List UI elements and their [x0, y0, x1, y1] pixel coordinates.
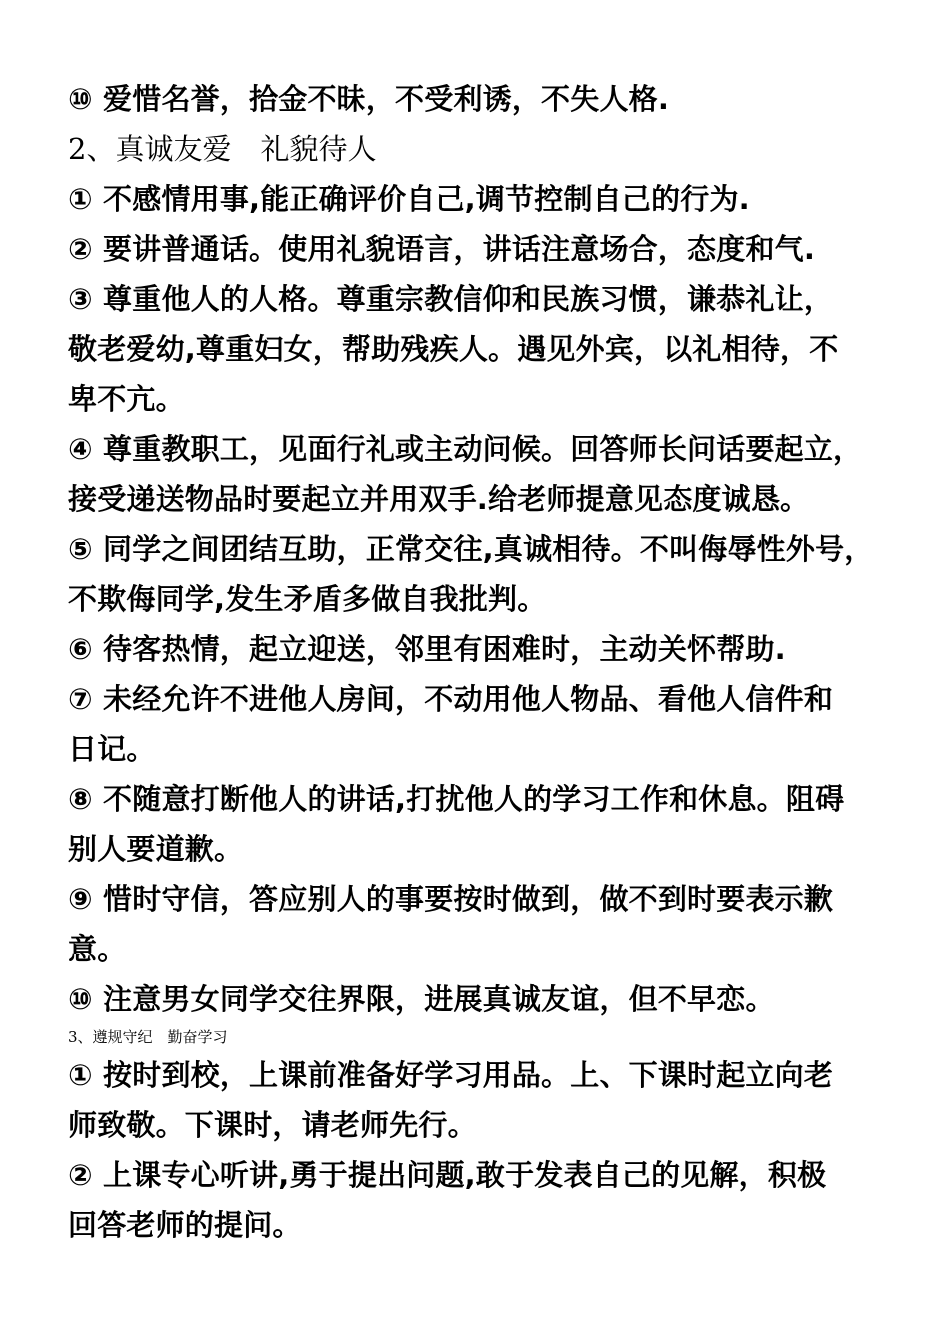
- item-2-listen-line-2: 回答老师的提问。: [68, 1208, 302, 1242]
- item-3-respect-line-2: 敬老爱幼,尊重妇女，帮助残疾人。遇见外宾，以礼相待，不: [68, 332, 839, 366]
- item-1-punctual-line-1: ① 按时到校，上课前准备好学习用品。上、下课时起立向老: [68, 1058, 834, 1092]
- section-2-heading: 2、真诚友爱 礼貌待人: [68, 132, 377, 166]
- item-7-privacy-line-2: 日记。: [68, 732, 156, 766]
- item-8-interrupt-line-1: ⑧ 不随意打断他人的讲话,打扰他人的学习工作和休息。阻碍: [68, 782, 845, 816]
- item-1-self-control: ① 不感情用事,能正确评价自己,调节控制自己的行为.: [68, 182, 750, 216]
- item-9-promise-line-2: 意。: [68, 932, 127, 966]
- item-9-promise-line-1: ⑨ 惜时守信，答应别人的事要按时做到，做不到时要表示歉: [68, 882, 834, 916]
- section-3-heading: 3、遵规守纪 勤奋学习: [68, 1028, 228, 1046]
- item-6-guests: ⑥ 待客热情，起立迎送，邻里有困难时，主动关怀帮助.: [68, 632, 786, 666]
- item-4-staff-line-1: ④ 尊重教职工，见面行礼或主动问候。回答师长问话要起立，: [68, 432, 863, 466]
- item-1-punctual-line-2: 师致敬。下课时，请老师先行。: [68, 1108, 477, 1142]
- item-3-respect-line-1: ③ 尊重他人的人格。尊重宗教信仰和民族习惯，谦恭礼让，: [68, 282, 834, 316]
- item-2-mandarin: ② 要讲普通话。使用礼貌语言，讲话注意场合，态度和气.: [68, 232, 816, 266]
- item-10-friendship: ⑩ 注意男女同学交往界限，进展真诚友谊，但不早恋。: [68, 982, 775, 1016]
- item-8-interrupt-line-2: 别人要道歉。: [68, 832, 244, 866]
- item-3-respect-line-3: 卑不亢。: [68, 382, 185, 416]
- document-page: [68, 74, 908, 1250]
- item-2-listen-line-1: ② 上课专心听讲,勇于提出问题,敢于发表自己的见解，积极: [68, 1158, 827, 1192]
- item-5-classmates-line-1: ⑤ 同学之间团结互助，正常交往,真诚相待。不叫侮辱性外号，: [68, 532, 874, 566]
- item-4-staff-line-2: 接受递送物品时要起立并用双手.给老师提意见态度诚恳。: [68, 482, 810, 516]
- item-10-honor: ⑩ 爱惜名誉，拾金不昧，不受利诱，不失人格.: [68, 82, 670, 116]
- item-5-classmates-line-2: 不欺侮同学,发生矛盾多做自我批判。: [68, 582, 547, 616]
- item-7-privacy-line-1: ⑦ 未经允许不进他人房间，不动用他人物品、看他人信件和: [68, 682, 834, 716]
